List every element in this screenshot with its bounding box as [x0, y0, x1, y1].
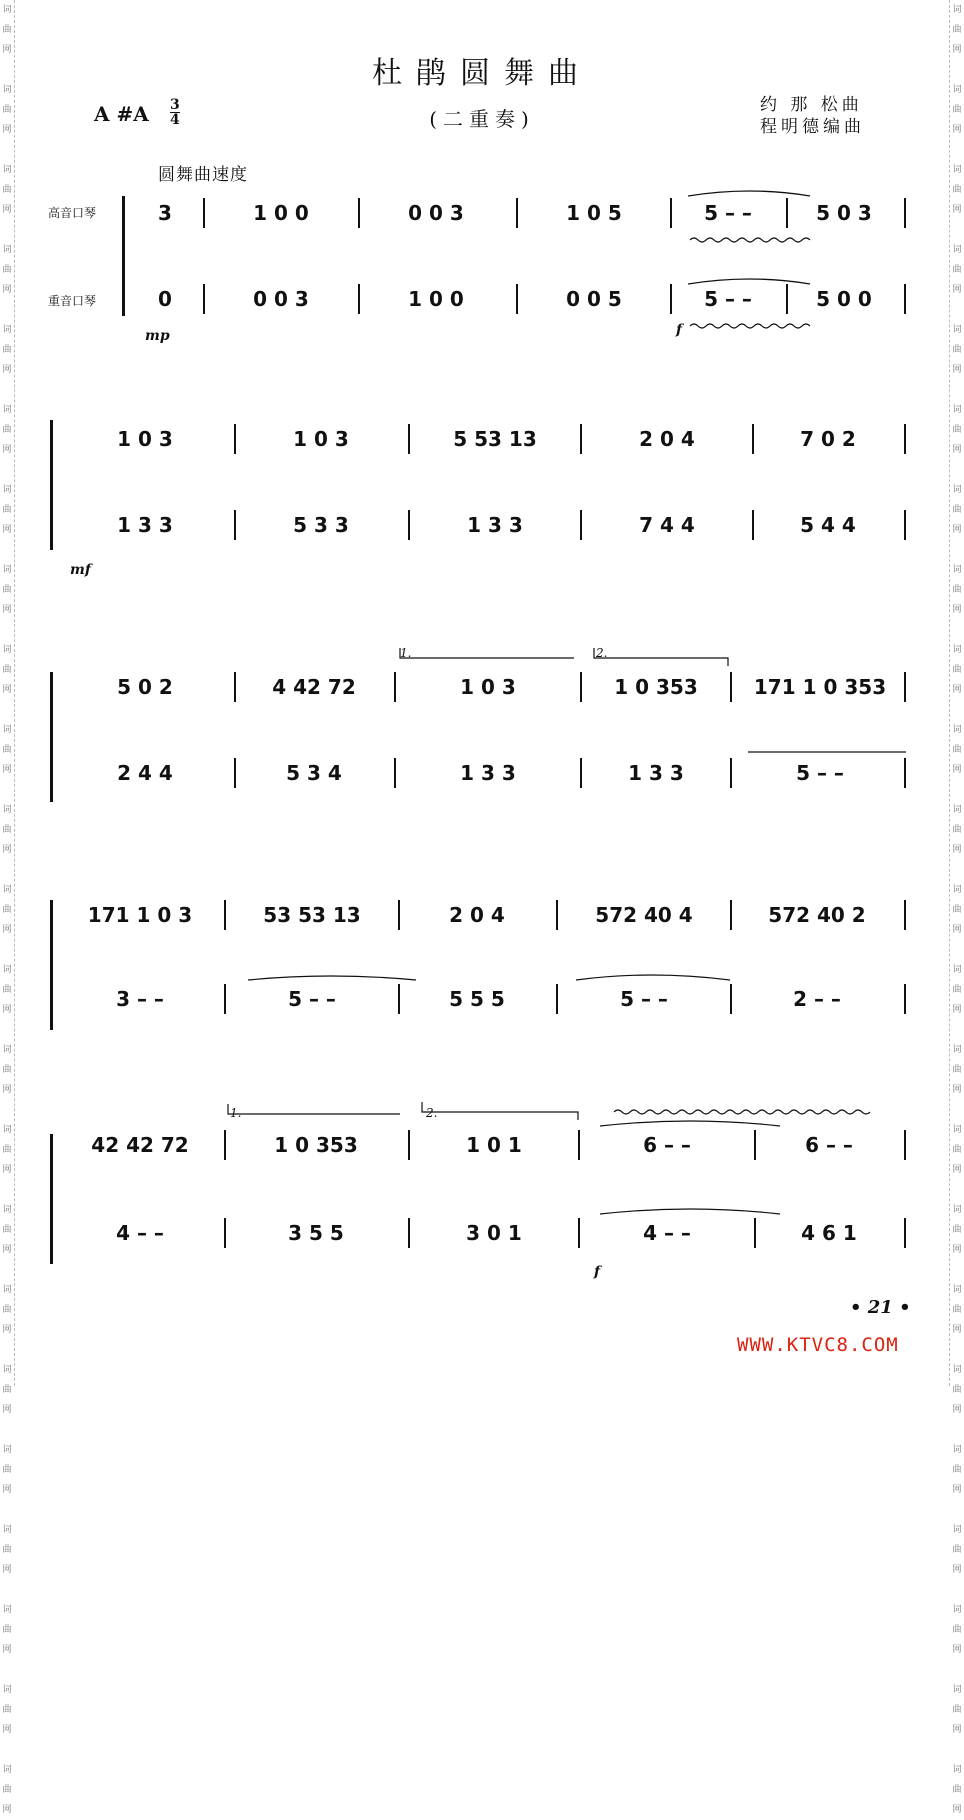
measure: 0 0 3 [253, 287, 309, 311]
measure: 1 3 3 [117, 513, 173, 537]
page-number: • 21 • [850, 1297, 911, 1318]
measure: 1 0 3 [117, 427, 173, 451]
time-signature-top: 3 [170, 97, 180, 113]
measure: 4 6 1 [801, 1221, 857, 1245]
time-signature-bottom: 4 [170, 112, 180, 128]
volta-bracket-second [594, 648, 728, 666]
dynamic-mp: mp [145, 328, 170, 344]
side-watermark-left: 词 曲 网 词 曲 网 词 曲 网 词 曲 网 词 曲 网 词 曲 网 词 曲 网 词 曲 网 词 曲 网 词 曲 网 词 曲 网 词 曲 网 词 曲 网 词 曲 网 词 曲 网 词 曲 网 词 曲 网 词 曲 网 词 曲 网 词 曲 网 词 曲 网 词 曲 网 词 曲 网 [0, 0, 15, 1386]
trill-line [614, 1110, 870, 1114]
measure: 5 – – [620, 987, 668, 1011]
measure: 1 0 353 [614, 675, 698, 699]
measure: 572 40 4 [595, 903, 693, 927]
trill-line [690, 324, 810, 328]
ending-first: 1. [400, 646, 412, 660]
measure: 7 4 4 [639, 513, 695, 537]
measure: 4 – – [643, 1221, 691, 1245]
measure: 1 0 353 [274, 1133, 358, 1157]
measure: 1 0 3 [293, 427, 349, 451]
measure: 6 – – [643, 1133, 691, 1157]
measure: 5 – – [796, 761, 844, 785]
tie-mark [248, 976, 416, 980]
tie-mark [600, 1209, 780, 1214]
measure: 5 – – [288, 987, 336, 1011]
measure: 171 1 0 353 [753, 675, 887, 699]
measure: 4 – – [116, 1221, 164, 1245]
ending-second: 2. [426, 1106, 438, 1120]
dynamic-mf: mf [70, 562, 91, 578]
measure: 5 3 4 [286, 761, 342, 785]
measure: 6 – – [805, 1133, 853, 1157]
measure: 0 0 3 [408, 201, 464, 225]
measure: 5 0 3 [816, 201, 872, 225]
measure: 5 5 5 [449, 987, 505, 1011]
measure: 5 4 4 [800, 513, 856, 537]
measure: 0 [158, 287, 172, 311]
measure: 1 0 3 [460, 675, 516, 699]
measure: 1 3 3 [460, 761, 516, 785]
ending-second: 2. [596, 646, 608, 660]
volta-bracket-first [400, 648, 574, 658]
measure: 1 0 5 [566, 201, 622, 225]
website-watermark: WWW.KTVC8.COM [737, 1334, 899, 1356]
measure: 0 0 5 [566, 287, 622, 311]
composer-credit: 约 那 松曲 [760, 95, 863, 115]
measure: 42 42 72 [91, 1133, 189, 1157]
page-subtitle: (二重奏) [429, 107, 535, 131]
upper-part-label: 高音口琴 [48, 206, 97, 220]
measure: 1 0 1 [466, 1133, 522, 1157]
measure: 572 40 2 [768, 903, 866, 927]
measure: 3 – – [116, 987, 164, 1011]
volta-bracket-second [422, 1102, 578, 1120]
measure: 3 [158, 201, 172, 225]
tie-mark [576, 975, 730, 980]
side-watermark-right: 词 曲 网 词 曲 网 词 曲 网 词 曲 网 词 曲 网 词 曲 网 词 曲 网 词 曲 网 词 曲 网 词 曲 网 词 曲 网 词 曲 网 词 曲 网 词 曲 网 词 曲 网 词 曲 网 词 曲 网 词 曲 网 词 曲 网 词 曲 网 词 曲 网 词 曲 网 词 曲 网 [949, 0, 964, 1386]
ending-first: 1. [230, 1106, 242, 1120]
measure: 1 3 3 [467, 513, 523, 537]
measure: 1 0 0 [408, 287, 464, 311]
tie-mark [688, 279, 810, 284]
tempo-marking: 圆舞曲速度 [158, 165, 248, 185]
arranger-credit: 程明德编曲 [760, 117, 865, 137]
measure: 5 53 13 [453, 427, 537, 451]
dynamic-f-1: f [676, 322, 683, 338]
measure: 5 3 3 [293, 513, 349, 537]
measure: 5 – – [704, 201, 752, 225]
measure: 1 0 0 [253, 201, 309, 225]
volta-bracket-first [228, 1104, 400, 1114]
measure: 2 0 4 [449, 903, 505, 927]
tie-mark [600, 1121, 780, 1126]
measure: 2 4 4 [117, 761, 173, 785]
page-title: 杜鹃圆舞曲 [372, 56, 592, 91]
measure: 2 0 4 [639, 427, 695, 451]
measure: 5 – – [704, 287, 752, 311]
measure: 7 0 2 [800, 427, 856, 451]
measure: 3 5 5 [288, 1221, 344, 1245]
measure: 4 42 72 [272, 675, 356, 699]
dynamic-f-2: f [594, 1264, 601, 1280]
measure: 53 53 13 [263, 903, 361, 927]
measure: 2 – – [793, 987, 841, 1011]
tie-mark [688, 191, 810, 196]
measure: 5 0 0 [816, 287, 872, 311]
key-signature: A #A [94, 102, 149, 126]
measure: 1 3 3 [628, 761, 684, 785]
trill-line [690, 238, 810, 242]
measure: 171 1 0 3 [87, 903, 193, 927]
lower-part-label: 重音口琴 [48, 294, 97, 308]
measure: 5 0 2 [117, 675, 173, 699]
measure: 3 0 1 [466, 1221, 522, 1245]
